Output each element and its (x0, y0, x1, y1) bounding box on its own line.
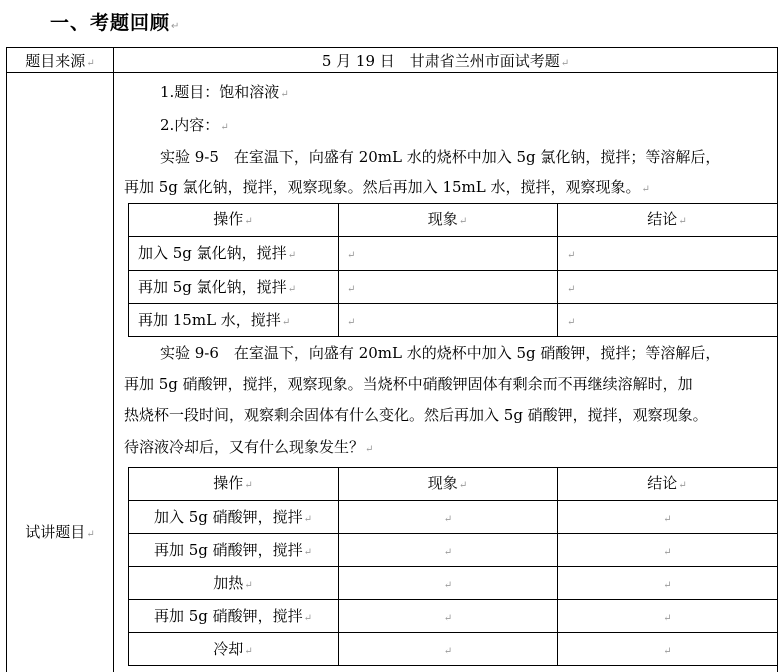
exp1-cell-empty: ↵ (567, 284, 576, 295)
exp2-header-phenomenon: 现象↵ (427, 474, 468, 492)
exp1-cell-empty: ↵ (347, 250, 356, 261)
exp2-paragraph-line: 待溶液冷却后，又有什么现象发生？↵ (124, 438, 374, 456)
exp2-header-conclusion: 结论↵ (647, 474, 687, 492)
section-heading: 一、考题回顾↵ (50, 12, 181, 34)
exp2-row-operation: 再加 5g 硝酸钾，搅拌↵ (153, 607, 313, 625)
exp1-row-operation: 再加 15mL 水，搅拌↵ (138, 311, 291, 329)
exp2-cell-empty: ↵ (443, 613, 453, 624)
exp2-row-operation: 再加 5g 硝酸钾，搅拌↵ (153, 541, 313, 559)
content-label: 2.内容：↵ (160, 116, 229, 134)
exp2-paragraph-line: 再加 5g 硝酸钾，搅拌，观察现象。当烧杯中硝酸钾固体有剩余而不再继续溶解时，加 (124, 375, 693, 393)
exp2-paragraph-line: 热烧杯一段时间，观察剩余固体有什么变化。然后再加入 5g 硝酸钾，搅拌，观察现象。 (124, 406, 708, 424)
exp2-paragraph-line: 实验 9-6 在室温下，向盛有 20mL 水的烧杯中加入 5g 硝酸钾，搅拌；等溶解后， (160, 344, 721, 362)
exp1-row-operation: 加入 5g 氯化钠，搅拌↵ (138, 244, 297, 262)
exp2-row-operation: 加热↵ (213, 574, 253, 592)
exp1-cell-empty: ↵ (567, 317, 576, 328)
table-right-border (777, 47, 778, 672)
topic-line: 1.题目：饱和溶液↵ (160, 83, 289, 101)
exp1-cell-empty: ↵ (347, 317, 356, 328)
exp2-cell-empty: ↵ (663, 580, 672, 591)
exp2-cell-empty: ↵ (443, 580, 453, 591)
exp1-cell-empty: ↵ (567, 250, 576, 261)
source-label: 题目来源↵ (25, 52, 95, 70)
exp2-row-operation: 冷却↵ (213, 640, 253, 658)
source-value: 5 月 19 日 甘肃省兰州市面试考题↵ (321, 52, 570, 70)
exp2-cell-empty: ↵ (663, 646, 672, 657)
exp1-header-conclusion: 结论↵ (647, 210, 687, 228)
exp2-cell-empty: ↵ (443, 547, 453, 558)
exp1-header-operation: 操作↵ (213, 210, 253, 228)
exp1-paragraph-line: 再加 5g 氯化钠，搅拌，观察现象。然后再加入 15mL 水，搅拌，观察现象。↵ (124, 178, 650, 196)
exp2-row-operation: 加入 5g 硝酸钾，搅拌↵ (153, 508, 313, 526)
exp2-header-operation: 操作↵ (213, 474, 253, 492)
exp2-cell-empty: ↵ (663, 514, 672, 525)
exp1-header-phenomenon: 现象↵ (427, 210, 468, 228)
exp2-cell-empty: ↵ (443, 646, 453, 657)
exp1-row-operation: 再加 5g 氯化钠，搅拌↵ (138, 278, 297, 296)
exp2-cell-empty: ↵ (663, 547, 672, 558)
table-left-border (6, 47, 7, 672)
table-column-divider (113, 47, 114, 672)
exp1-cell-empty: ↵ (347, 284, 356, 295)
exp1-paragraph-line: 实验 9-5 在室温下，向盛有 20mL 水的烧杯中加入 5g 氯化钠，搅拌；等溶解后， (160, 148, 721, 166)
exp2-cell-empty: ↵ (663, 613, 672, 624)
trial-topic-label: 试讲题目↵ (25, 523, 95, 541)
table-top-border (6, 47, 778, 48)
exp2-cell-empty: ↵ (443, 514, 453, 525)
